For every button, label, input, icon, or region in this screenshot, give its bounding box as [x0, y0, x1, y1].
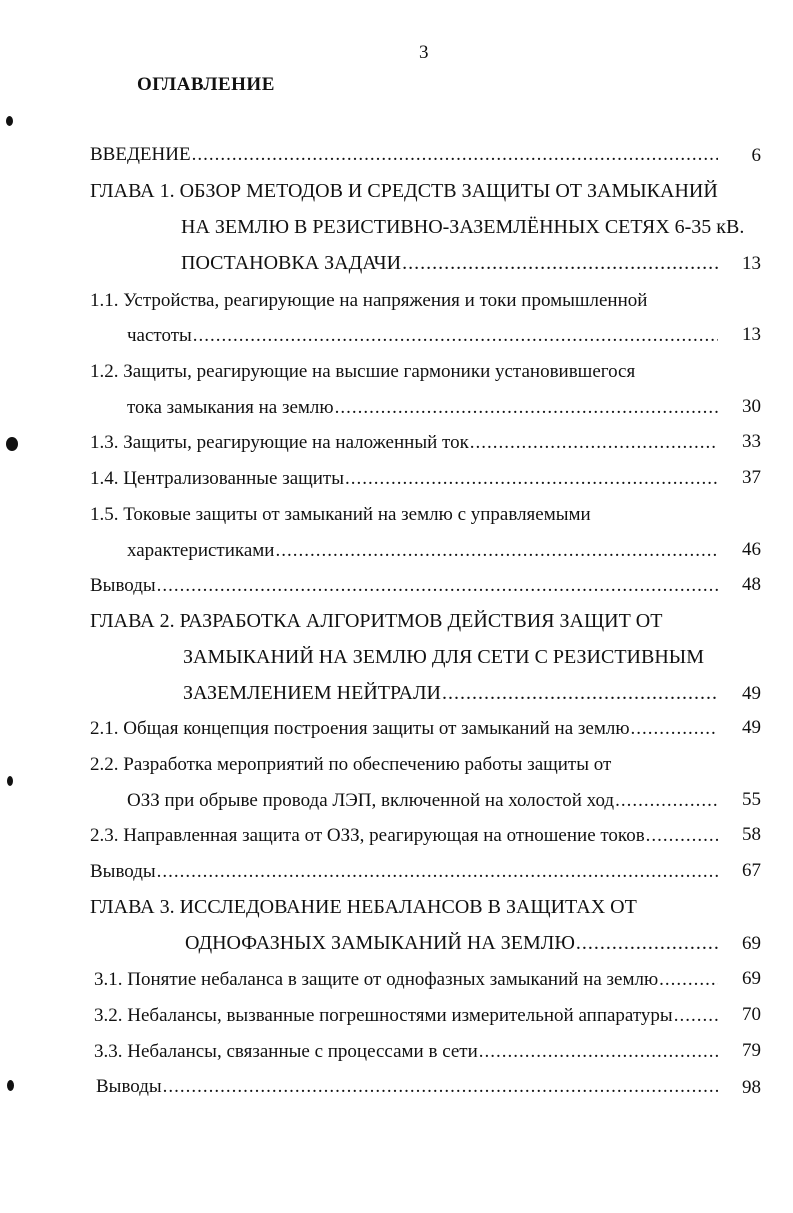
toc-entry-1-3[interactable] — [90, 431, 722, 455]
toc-page-number: 49 — [742, 683, 761, 704]
toc-entry-text: Выводы — [90, 575, 156, 596]
toc-entry-text: характеристиками — [127, 540, 275, 561]
toc-entry-text: ОДНОФАЗНЫХ ЗАМЫКАНИЙ НА ЗЕМЛЮ — [185, 932, 575, 954]
toc-page-number: 69 — [742, 933, 761, 954]
leader-dots — [157, 574, 718, 598]
toc-page-number: 13 — [742, 253, 761, 274]
toc-entry-1-1[interactable]: 1.1. Устройства, реагирующие на напряжения и токи промышленной — [90, 290, 648, 311]
toc-entry-chapter-3-line2 — [185, 931, 722, 955]
toc-page-number: 48 — [742, 574, 761, 595]
toc-entry-text: ЗАЗЕМЛЕНИЕМ НЕЙТРАЛИ — [183, 682, 441, 704]
toc-entry-chapter-1[interactable]: ГЛАВА 1. ОБЗОР МЕТОДОВ И СРЕДСТВ ЗАЩИТЫ ОТ ЗАМЫКАНИЙ — [90, 180, 718, 202]
toc-entry-chapter-3[interactable]: ГЛАВА 3. ИССЛЕДОВАНИЕ НЕБАЛАНСОВ В ЗАЩИТАХ ОТ — [90, 896, 637, 918]
toc-entry-1-4[interactable] — [90, 467, 722, 491]
toc-page-number: 69 — [742, 968, 761, 989]
toc-page-number: 79 — [742, 1040, 761, 1061]
toc-entry-text: 2.1. Общая концепция построения защиты от замыканий на землю — [90, 718, 630, 739]
toc-page-number: 98 — [742, 1077, 761, 1098]
toc-page-number: 30 — [742, 396, 761, 417]
toc-page-number: 55 — [742, 789, 761, 810]
leader-dots — [442, 681, 718, 705]
toc-entry-3-1[interactable] — [94, 968, 722, 992]
toc-entry-1-2[interactable]: 1.2. Защиты, реагирующие на высшие гармоники установившегося — [90, 361, 636, 382]
leader-dots — [192, 143, 718, 167]
leader-dots — [335, 396, 718, 420]
toc-entry-text: 2.3. Направленная защита от ОЗЗ, реагирующая на отношение токов — [90, 825, 645, 846]
toc-entry-text: 3.1. Понятие небаланса в защите от однофазных замыканий на землю — [94, 969, 659, 990]
toc-entry-3-3[interactable] — [94, 1040, 722, 1064]
toc-entry-1-5[interactable]: 1.5. Токовые защиты от замыканий на землю с управляемыми — [90, 504, 591, 525]
leader-dots — [275, 539, 718, 563]
toc-page-number: 37 — [742, 467, 761, 488]
toc-page-number: 6 — [751, 145, 761, 166]
leader-dots — [345, 467, 718, 491]
leader-dots — [163, 1075, 718, 1099]
toc-entry-2-2-line2 — [127, 789, 722, 813]
leader-dots — [576, 931, 718, 955]
toc-entry-chapter-2[interactable]: ГЛАВА 2. РАЗРАБОТКА АЛГОРИТМОВ ДЕЙСТВИЯ ЗАЩИТ ОТ — [90, 610, 663, 632]
toc-entry-text: 1.3. Защиты, реагирующие на наложенный ток — [90, 432, 469, 453]
leader-dots — [470, 431, 718, 455]
toc-page-number: 46 — [742, 539, 761, 560]
toc-entry-text: ОЗЗ при обрыве провода ЛЭП, включенной на холостой ход — [127, 790, 615, 811]
leader-dots — [615, 789, 718, 813]
leader-dots — [646, 824, 718, 848]
punch-mark — [6, 116, 13, 126]
leader-dots — [631, 717, 718, 741]
toc-entry-text: ПОСТАНОВКА ЗАДАЧИ — [181, 252, 402, 274]
toc-entry-text: тока замыкания на землю — [127, 397, 334, 418]
punch-mark — [6, 437, 18, 451]
punch-mark — [7, 776, 13, 786]
toc-entry-text: Выводы — [90, 861, 156, 882]
toc-page-number: 33 — [742, 431, 761, 452]
toc-page-number: 70 — [742, 1004, 761, 1025]
toc-entry-text: ВВЕДЕНИЕ — [90, 144, 191, 165]
toc-entry-chapter-1-line2: НА ЗЕМЛЮ В РЕЗИСТИВНО-ЗАЗЕМЛЁННЫХ СЕТЯХ 6-35 кВ. — [181, 216, 745, 238]
toc-entry-introduction[interactable] — [90, 143, 722, 167]
toc-entry-chapter-2-line2: ЗАМЫКАНИЙ НА ЗЕМЛЮ ДЛЯ СЕТИ С РЕЗИСТИВНЫМ — [183, 646, 704, 668]
leader-dots — [193, 324, 718, 348]
toc-entry-conclusions-3[interactable] — [96, 1075, 722, 1099]
toc-page-number: 67 — [742, 860, 761, 881]
toc-entry-text: 3.2. Небалансы, вызванные погрешностями измерительной аппаратуры — [94, 1005, 673, 1026]
toc-entry-2-1[interactable] — [90, 717, 722, 741]
toc-entry-chapter-2-line3 — [183, 681, 722, 705]
toc-entry-1-5-line2 — [127, 539, 722, 563]
punch-mark — [7, 1080, 14, 1091]
leader-dots — [479, 1040, 718, 1064]
toc-page-number: 13 — [742, 324, 761, 345]
toc-title: ОГЛАВЛЕНИЕ — [137, 74, 275, 95]
toc-entry-chapter-1-line3 — [181, 251, 722, 275]
leader-dots — [157, 860, 718, 884]
toc-entry-text: 3.3. Небалансы, связанные с процессами в сети — [94, 1041, 478, 1062]
toc-entry-conclusions-1[interactable] — [90, 574, 722, 598]
toc-page-number: 58 — [742, 824, 761, 845]
toc-entry-1-1-line2 — [127, 324, 722, 348]
toc-page-number: 49 — [742, 717, 761, 738]
toc-entry-2-2[interactable]: 2.2. Разработка мероприятий по обеспечению работы защиты от — [90, 754, 612, 775]
toc-entry-3-2[interactable] — [94, 1004, 722, 1028]
leader-dots — [659, 968, 718, 992]
toc-entry-text: Выводы — [96, 1076, 162, 1097]
toc-entry-2-3[interactable] — [90, 824, 722, 848]
page-number: 3 — [419, 42, 429, 63]
toc-entry-conclusions-2[interactable] — [90, 860, 722, 884]
toc-entry-1-2-line2 — [127, 396, 722, 420]
toc-entry-text: частоты — [127, 325, 192, 346]
leader-dots — [402, 251, 718, 275]
toc-entry-text: 1.4. Централизованные защиты — [90, 468, 344, 489]
leader-dots — [674, 1004, 718, 1028]
